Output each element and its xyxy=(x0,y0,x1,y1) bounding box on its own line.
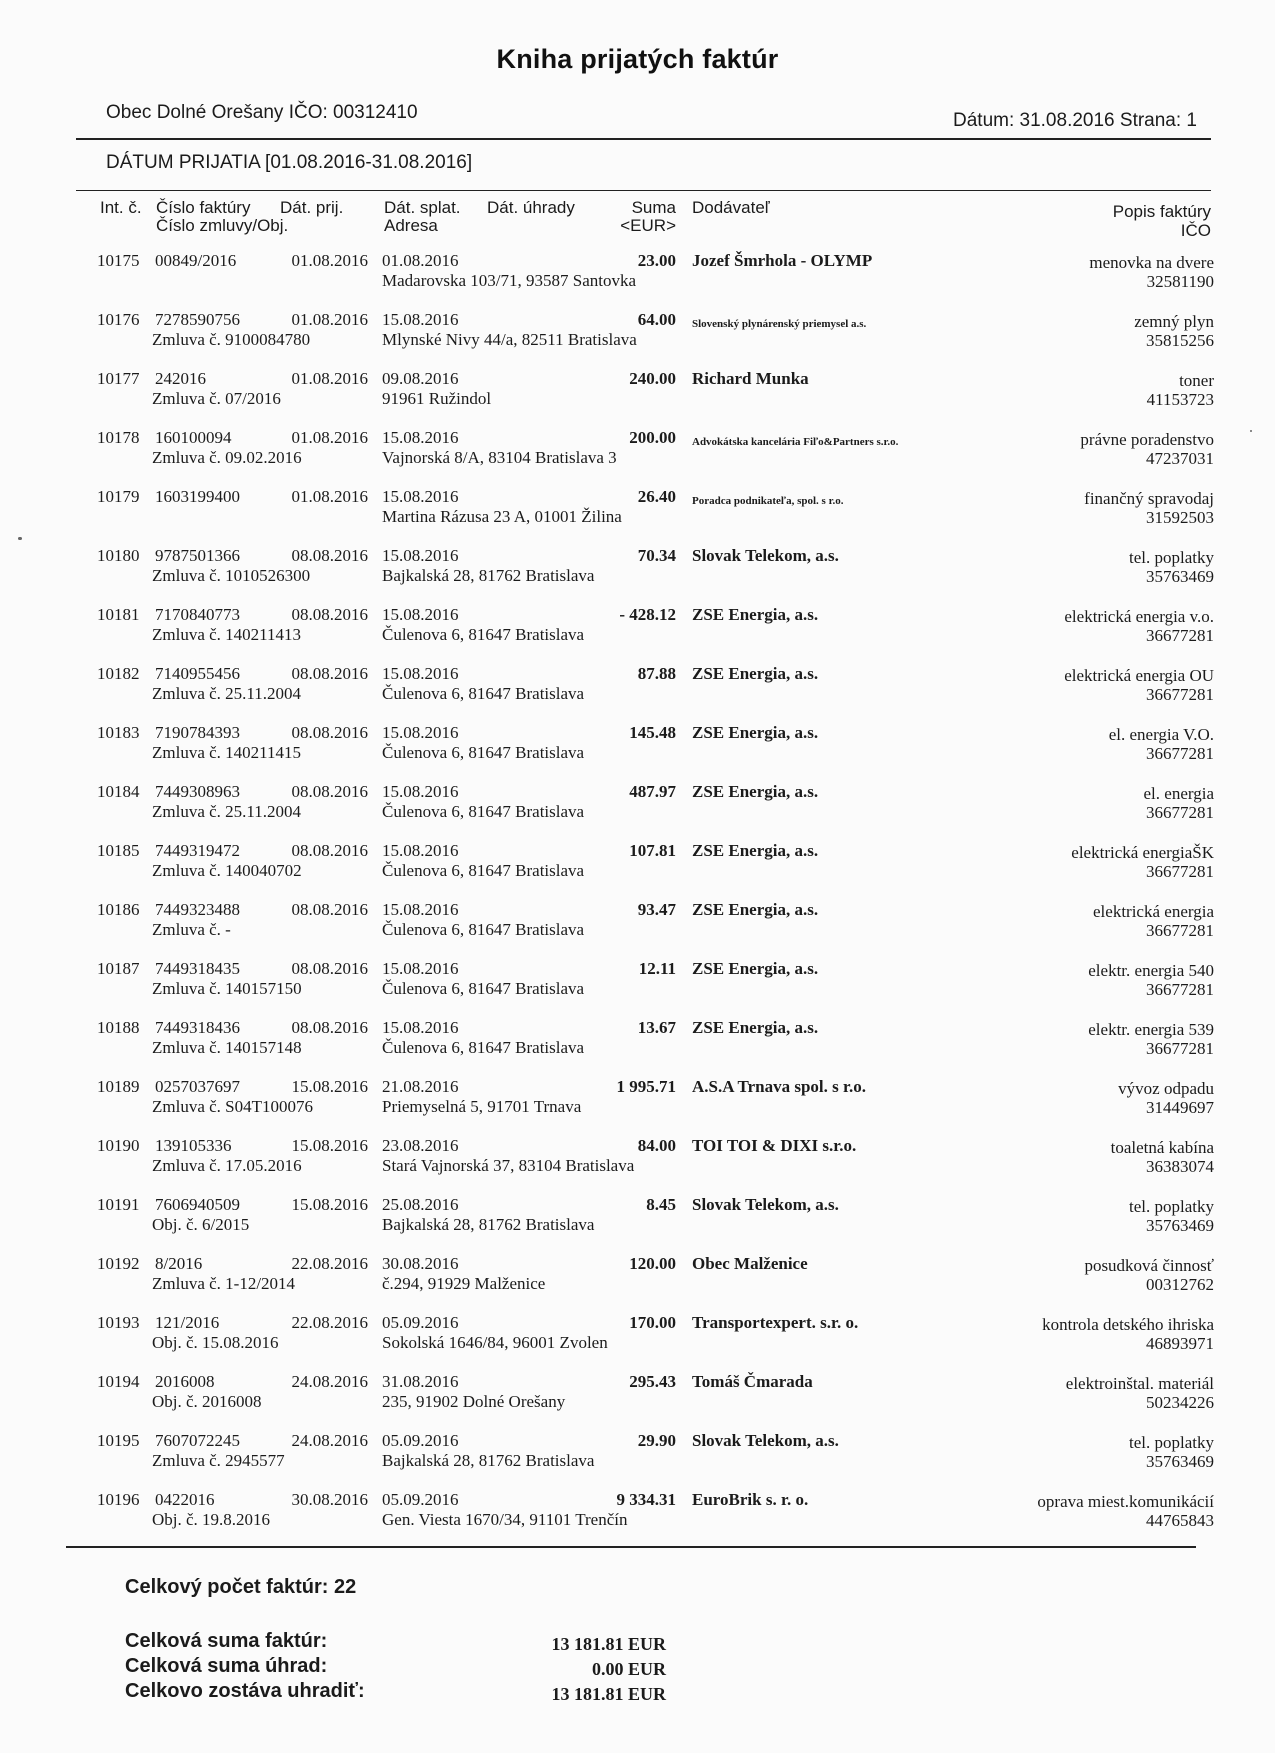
cell-date-due: 05.09.2016 xyxy=(382,1431,459,1450)
table-row xyxy=(0,251,1275,309)
cell-invoice-no: 7140955456 xyxy=(155,664,240,683)
cell-supplier: ZSE Energia, a.s. xyxy=(692,1018,819,1037)
date-page-info: Dátum: 31.08.2016 Strana: 1 xyxy=(953,110,1197,131)
cell-address: Madarovska 103/71, 93587 Santovka xyxy=(382,271,637,290)
cell-invoice-no: 7278590756 xyxy=(155,310,240,329)
cell-sum: 64.00 xyxy=(637,310,676,329)
header-currency: <EUR> xyxy=(620,216,676,235)
period-filter: DÁTUM PRIJATIA [01.08.2016-31.08.2016] xyxy=(106,152,473,173)
cell-supplier: Jozef Šmrhola - OLYMP xyxy=(692,251,873,270)
cell-sum: 1 995.71 xyxy=(616,1077,676,1096)
cell-address: Čulenova 6, 81647 Bratislava xyxy=(382,802,585,821)
cell-description: toaletná kabína xyxy=(1110,1138,1214,1157)
cell-int-no: 10192 xyxy=(97,1254,140,1273)
cell-int-no: 10189 xyxy=(97,1077,140,1096)
organization-info: Obec Dolné Orešany IČO: 00312410 xyxy=(106,102,418,123)
remaining-value: 13 181.81 EUR xyxy=(551,1684,666,1704)
table-row xyxy=(0,1195,1275,1253)
cell-sum: 23.00 xyxy=(637,251,676,270)
cell-address: Martina Rázusa 23 A, 01001 Žilina xyxy=(382,507,622,526)
cell-ico: 36677281 xyxy=(1146,921,1214,940)
cell-address: Čulenova 6, 81647 Bratislava xyxy=(382,625,585,644)
table-row xyxy=(0,1313,1275,1371)
cell-contract-no: Zmluva č. 25.11.2004 xyxy=(152,802,302,821)
cell-ico: 36677281 xyxy=(1146,980,1214,999)
cell-address: Čulenova 6, 81647 Bratislava xyxy=(382,920,585,939)
table-row xyxy=(0,1077,1275,1135)
cell-supplier: ZSE Energia, a.s. xyxy=(692,900,819,919)
scan-speck xyxy=(1250,430,1252,432)
cell-address: Mlynské Nivy 44/a, 82511 Bratislava xyxy=(382,330,637,349)
cell-description: zemný plyn xyxy=(1134,312,1214,331)
cell-invoice-no: 7449319472 xyxy=(155,841,240,860)
cell-int-no: 10194 xyxy=(97,1372,140,1391)
cell-int-no: 10190 xyxy=(97,1136,140,1155)
table-row xyxy=(0,310,1275,368)
cell-int-no: 10195 xyxy=(97,1431,140,1450)
cell-contract-no: Zmluva č. 2945577 xyxy=(152,1451,285,1470)
cell-invoice-no: 7606940509 xyxy=(155,1195,240,1214)
cell-date-due: 15.08.2016 xyxy=(382,959,459,978)
cell-contract-no: Zmluva č. 140211413 xyxy=(152,625,302,644)
cell-date-due: 15.08.2016 xyxy=(382,723,459,742)
table-row xyxy=(0,369,1275,427)
cell-date-due: 15.08.2016 xyxy=(382,1018,459,1037)
cell-supplier: Transportexpert. s.r. o. xyxy=(692,1313,859,1332)
cell-date-received: 08.08.2016 xyxy=(291,782,368,801)
cell-date-received: 01.08.2016 xyxy=(291,310,368,329)
cell-ico: 46893971 xyxy=(1146,1334,1214,1353)
table-row xyxy=(0,1490,1275,1548)
header-divider xyxy=(76,138,1211,140)
cell-ico: 36677281 xyxy=(1146,626,1214,645)
cell-description: elektr. energia 540 xyxy=(1088,961,1214,980)
cell-contract-no: Zmluva č. - xyxy=(152,920,231,939)
cell-int-no: 10185 xyxy=(97,841,140,860)
cell-supplier: Slovenský plynárenský priemysel a.s. xyxy=(692,318,867,330)
cell-ico: 32581190 xyxy=(1146,272,1214,291)
cell-address: Sokolská 1646/84, 96001 Zvolen xyxy=(382,1333,608,1352)
cell-contract-no: Obj. č. 19.8.2016 xyxy=(152,1510,271,1529)
cell-description: el. energia V.O. xyxy=(1108,725,1214,744)
invoice-count: Celkový počet faktúr: 22 xyxy=(125,1576,357,1598)
cell-int-no: 10188 xyxy=(97,1018,140,1037)
cell-supplier: ZSE Energia, a.s. xyxy=(692,605,819,624)
cell-date-received: 24.08.2016 xyxy=(291,1372,368,1391)
cell-supplier: EuroBrik s. r. o. xyxy=(692,1490,809,1509)
cell-int-no: 10183 xyxy=(97,723,140,742)
cell-supplier: Richard Munka xyxy=(692,369,809,388)
table-row xyxy=(0,841,1275,899)
cell-ico: 35763469 xyxy=(1146,567,1214,586)
cell-date-received: 08.08.2016 xyxy=(291,723,368,742)
cell-ico: 36677281 xyxy=(1146,1039,1214,1058)
cell-contract-no: Zmluva č. 17.05.2016 xyxy=(152,1156,302,1175)
header-contract-no: Číslo zmluvy/Obj. xyxy=(156,216,289,235)
cell-invoice-no: 7607072245 xyxy=(155,1431,240,1450)
cell-contract-no: Obj. č. 15.08.2016 xyxy=(152,1333,279,1352)
cell-contract-no: Zmluva č. 9100084780 xyxy=(152,330,311,349)
cell-description: toner xyxy=(1179,371,1214,390)
cell-sum: 145.48 xyxy=(629,723,676,742)
cell-contract-no: Zmluva č. 07/2016 xyxy=(152,389,281,408)
cell-date-due: 15.08.2016 xyxy=(382,546,459,565)
cell-description: právne poradenstvo xyxy=(1080,430,1214,449)
cell-date-due: 15.08.2016 xyxy=(382,310,459,329)
cell-contract-no: Zmluva č. S04T100076 xyxy=(152,1097,314,1116)
cell-description: posudková činnosť xyxy=(1084,1256,1214,1275)
cell-address: Priemyselná 5, 91701 Trnava xyxy=(382,1097,582,1116)
table-row xyxy=(0,1372,1275,1430)
cell-date-received: 01.08.2016 xyxy=(291,369,368,388)
cell-ico: 36677281 xyxy=(1146,803,1214,822)
cell-date-due: 05.09.2016 xyxy=(382,1313,459,1332)
cell-description: tel. poplatky xyxy=(1129,1197,1214,1216)
cell-int-no: 10181 xyxy=(97,605,140,624)
table-row xyxy=(0,605,1275,663)
table-row xyxy=(0,900,1275,958)
cell-invoice-no: 7190784393 xyxy=(155,723,240,742)
header-supplier: Dodávateľ xyxy=(692,198,770,217)
cell-sum: 487.97 xyxy=(629,782,676,801)
cell-ico: 35763469 xyxy=(1146,1216,1214,1235)
cell-supplier: Slovak Telekom, a.s. xyxy=(692,546,839,565)
cell-supplier: A.S.A Trnava spol. s r.o. xyxy=(692,1077,866,1096)
cell-date-due: 15.08.2016 xyxy=(382,841,459,860)
cell-int-no: 10178 xyxy=(97,428,140,447)
cell-sum: 93.47 xyxy=(637,900,676,919)
table-row xyxy=(0,723,1275,781)
cell-address: Čulenova 6, 81647 Bratislava xyxy=(382,684,585,703)
cell-date-due: 30.08.2016 xyxy=(382,1254,459,1273)
cell-date-received: 01.08.2016 xyxy=(291,251,368,270)
cell-sum: 13.67 xyxy=(637,1018,676,1037)
cell-date-due: 21.08.2016 xyxy=(382,1077,459,1096)
scan-speck xyxy=(18,537,22,540)
cell-date-due: 15.08.2016 xyxy=(382,428,459,447)
table-row xyxy=(0,782,1275,840)
header-sum: Suma xyxy=(631,198,676,217)
cell-int-no: 10191 xyxy=(97,1195,140,1214)
cell-contract-no: Zmluva č. 1-12/2014 xyxy=(152,1274,296,1293)
cell-ico: 50234226 xyxy=(1146,1393,1214,1412)
cell-supplier: Obec Malženice xyxy=(692,1254,808,1273)
cell-address: Vajnorská 8/A, 83104 Bratislava 3 xyxy=(382,448,617,467)
page-title: Kniha prijatých faktúr xyxy=(496,44,779,74)
cell-address: Čulenova 6, 81647 Bratislava xyxy=(382,743,585,762)
cell-description: elektrická energia OU xyxy=(1064,666,1214,685)
cell-description: tel. poplatky xyxy=(1129,548,1214,567)
table-row xyxy=(0,664,1275,722)
cell-date-due: 25.08.2016 xyxy=(382,1195,459,1214)
cell-ico: 44765843 xyxy=(1146,1511,1214,1530)
cell-description: oprava miest.komunikácií xyxy=(1037,1492,1214,1511)
cell-invoice-no: 7449318435 xyxy=(155,959,240,978)
cell-ico: 36677281 xyxy=(1146,744,1214,763)
cell-int-no: 10184 xyxy=(97,782,140,801)
cell-int-no: 10196 xyxy=(97,1490,140,1509)
cell-address: Bajkalská 28, 81762 Bratislava xyxy=(382,566,595,585)
cell-invoice-no: 7170840773 xyxy=(155,605,240,624)
cell-ico: 00312762 xyxy=(1146,1275,1214,1294)
cell-invoice-no: 00849/2016 xyxy=(155,251,237,270)
cell-date-received: 08.08.2016 xyxy=(291,605,368,624)
cell-invoice-no: 8/2016 xyxy=(155,1254,203,1273)
cell-sum: 9 334.31 xyxy=(616,1490,676,1509)
cell-description: finančný spravodaj xyxy=(1084,489,1214,508)
footer-divider xyxy=(66,1546,1196,1548)
cell-date-due: 15.08.2016 xyxy=(382,900,459,919)
cell-int-no: 10182 xyxy=(97,664,140,683)
cell-invoice-no: 7449318436 xyxy=(155,1018,240,1037)
table-row xyxy=(0,1431,1275,1489)
cell-date-received: 08.08.2016 xyxy=(291,664,368,683)
table-row xyxy=(0,487,1275,545)
cell-date-due: 15.08.2016 xyxy=(382,782,459,801)
paid-label: Celková suma úhrad: xyxy=(125,1655,328,1677)
cell-ico: 47237031 xyxy=(1146,449,1214,468)
cell-int-no: 10180 xyxy=(97,546,140,565)
cell-supplier: Advokátska kancelária Fiľo&Partners s.r.o. xyxy=(692,436,899,448)
cell-invoice-no: 139105336 xyxy=(155,1136,232,1155)
header-date-paid: Dát. úhrady xyxy=(487,198,575,217)
header-invoice-no: Číslo faktúry xyxy=(156,198,251,217)
cell-date-received: 15.08.2016 xyxy=(291,1195,368,1214)
cell-contract-no: Zmluva č. 09.02.2016 xyxy=(152,448,302,467)
header-date-due: Dát. splat. xyxy=(384,198,461,217)
table-row xyxy=(0,959,1275,1017)
cell-sum: 170.00 xyxy=(629,1313,676,1332)
cell-sum: 70.34 xyxy=(637,546,676,565)
cell-supplier: TOI TOI & DIXI s.r.o. xyxy=(692,1136,857,1155)
cell-date-due: 01.08.2016 xyxy=(382,251,459,270)
cell-int-no: 10177 xyxy=(97,369,140,388)
cell-invoice-no: 121/2016 xyxy=(155,1313,220,1332)
cell-address: Čulenova 6, 81647 Bratislava xyxy=(382,1038,585,1057)
total-label: Celková suma faktúr: xyxy=(125,1630,328,1652)
cell-date-due: 09.08.2016 xyxy=(382,369,459,388)
cell-invoice-no: 1603199400 xyxy=(155,487,240,506)
cell-ico: 36677281 xyxy=(1146,862,1214,881)
cell-supplier: Tomáš Čmarada xyxy=(692,1372,813,1391)
cell-sum: 84.00 xyxy=(637,1136,676,1155)
cell-supplier: Slovak Telekom, a.s. xyxy=(692,1431,839,1450)
cell-date-received: 22.08.2016 xyxy=(291,1254,368,1273)
header-address: Adresa xyxy=(384,216,438,235)
cell-description: tel. poplatky xyxy=(1129,1433,1214,1452)
header-int-no: Int. č. xyxy=(100,198,142,217)
cell-address: Gen. Viesta 1670/34, 91101 Trenčín xyxy=(382,1510,628,1529)
cell-description: kontrola detského ihriska xyxy=(1042,1315,1214,1334)
cell-sum: 26.40 xyxy=(637,487,676,506)
cell-ico: 31449697 xyxy=(1146,1098,1214,1117)
cell-supplier: ZSE Energia, a.s. xyxy=(692,723,819,742)
cell-ico: 41153723 xyxy=(1146,390,1214,409)
remaining-label: Celkovo zostáva uhradiť: xyxy=(125,1680,365,1702)
cell-sum: 87.88 xyxy=(637,664,676,683)
cell-sum: 295.43 xyxy=(629,1372,676,1391)
cell-date-received: 15.08.2016 xyxy=(291,1077,368,1096)
cell-address: Stará Vajnorská 37, 83104 Bratislava xyxy=(382,1156,635,1175)
cell-description: menovka na dvere xyxy=(1089,253,1214,272)
cell-supplier: ZSE Energia, a.s. xyxy=(692,664,819,683)
cell-ico: 31592503 xyxy=(1146,508,1214,527)
cell-int-no: 10186 xyxy=(97,900,140,919)
cell-invoice-no: 7449323488 xyxy=(155,900,240,919)
cell-supplier: Slovak Telekom, a.s. xyxy=(692,1195,839,1214)
cell-contract-no: Zmluva č. 140157150 xyxy=(152,979,302,998)
cell-description: elektroinštal. materiál xyxy=(1065,1374,1214,1393)
cell-contract-no: Zmluva č. 140040702 xyxy=(152,861,302,880)
cell-date-due: 31.08.2016 xyxy=(382,1372,459,1391)
cell-date-due: 05.09.2016 xyxy=(382,1490,459,1509)
cell-contract-no: Zmluva č. 140157148 xyxy=(152,1038,302,1057)
total-value: 13 181.81 EUR xyxy=(551,1634,666,1654)
cell-invoice-no: 160100094 xyxy=(155,428,232,447)
header-date-received: Dát. prij. xyxy=(280,198,344,217)
cell-description: vývoz odpadu xyxy=(1118,1079,1214,1098)
cell-contract-no: Zmluva č. 140211415 xyxy=(152,743,302,762)
cell-address: č.294, 91929 Malženice xyxy=(382,1274,546,1293)
cell-address: Bajkalská 28, 81762 Bratislava xyxy=(382,1451,595,1470)
table-row xyxy=(0,428,1275,486)
cell-date-received: 01.08.2016 xyxy=(291,428,368,447)
cell-sum: 29.90 xyxy=(637,1431,676,1450)
cell-sum: - 428.12 xyxy=(619,605,676,624)
cell-date-received: 01.08.2016 xyxy=(291,487,368,506)
cell-description: elektrická energia v.o. xyxy=(1064,607,1214,626)
cell-address: Čulenova 6, 81647 Bratislava xyxy=(382,861,585,880)
cell-description: elektr. energia 539 xyxy=(1088,1020,1214,1039)
cell-invoice-no: 2016008 xyxy=(155,1372,215,1391)
cell-description: elektrická energiaŠK xyxy=(1071,843,1214,862)
cell-description: elektrická energia xyxy=(1093,902,1214,921)
cell-supplier: Poradca podnikateľa, spol. s r.o. xyxy=(692,495,844,507)
cell-date-received: 15.08.2016 xyxy=(291,1136,368,1155)
header-ico: IČO xyxy=(1180,221,1211,240)
cell-int-no: 10179 xyxy=(97,487,140,506)
cell-date-received: 30.08.2016 xyxy=(291,1490,368,1509)
cell-date-received: 08.08.2016 xyxy=(291,959,368,978)
cell-date-received: 24.08.2016 xyxy=(291,1431,368,1450)
cell-date-due: 23.08.2016 xyxy=(382,1136,459,1155)
cell-date-due: 15.08.2016 xyxy=(382,664,459,683)
cell-invoice-no: 0257037697 xyxy=(155,1077,240,1096)
cell-contract-no: Obj. č. 2016008 xyxy=(152,1392,262,1411)
table-row xyxy=(0,1254,1275,1312)
cell-address: Bajkalská 28, 81762 Bratislava xyxy=(382,1215,595,1234)
cell-address: 91961 Ružindol xyxy=(382,389,492,408)
cell-date-received: 08.08.2016 xyxy=(291,1018,368,1037)
cell-contract-no: Obj. č. 6/2015 xyxy=(152,1215,250,1234)
cell-int-no: 10193 xyxy=(97,1313,140,1332)
cell-sum: 120.00 xyxy=(629,1254,676,1273)
cell-invoice-no: 0422016 xyxy=(155,1490,215,1509)
table-row xyxy=(0,546,1275,604)
cell-date-received: 08.08.2016 xyxy=(291,546,368,565)
cell-invoice-no: 9787501366 xyxy=(155,546,240,565)
column-header-divider xyxy=(76,190,1211,191)
cell-sum: 200.00 xyxy=(629,428,676,447)
cell-int-no: 10176 xyxy=(97,310,140,329)
table-row xyxy=(0,1018,1275,1076)
cell-address: Čulenova 6, 81647 Bratislava xyxy=(382,979,585,998)
cell-date-received: 08.08.2016 xyxy=(291,841,368,860)
cell-sum: 8.45 xyxy=(646,1195,676,1214)
cell-invoice-no: 242016 xyxy=(155,369,206,388)
cell-ico: 36677281 xyxy=(1146,685,1214,704)
cell-int-no: 10175 xyxy=(97,251,140,270)
cell-date-due: 15.08.2016 xyxy=(382,487,459,506)
cell-address: 235, 91902 Dolné Orešany xyxy=(382,1392,566,1411)
cell-description: el. energia xyxy=(1143,784,1214,803)
cell-invoice-no: 7449308963 xyxy=(155,782,240,801)
cell-supplier: ZSE Energia, a.s. xyxy=(692,782,819,801)
cell-ico: 36383074 xyxy=(1146,1157,1214,1176)
cell-contract-no: Zmluva č. 1010526300 xyxy=(152,566,311,585)
header-description: Popis faktúry xyxy=(1112,202,1211,221)
cell-sum: 12.11 xyxy=(638,959,676,978)
cell-ico: 35763469 xyxy=(1146,1452,1214,1471)
table-row xyxy=(0,1136,1275,1194)
cell-ico: 35815256 xyxy=(1146,331,1214,350)
cell-supplier: ZSE Energia, a.s. xyxy=(692,841,819,860)
paid-value: 0.00 EUR xyxy=(591,1659,666,1679)
cell-contract-no: Zmluva č. 25.11.2004 xyxy=(152,684,302,703)
cell-date-received: 22.08.2016 xyxy=(291,1313,368,1332)
cell-sum: 107.81 xyxy=(629,841,676,860)
cell-int-no: 10187 xyxy=(97,959,140,978)
cell-date-due: 15.08.2016 xyxy=(382,605,459,624)
cell-date-received: 08.08.2016 xyxy=(291,900,368,919)
cell-sum: 240.00 xyxy=(629,369,676,388)
cell-supplier: ZSE Energia, a.s. xyxy=(692,959,819,978)
